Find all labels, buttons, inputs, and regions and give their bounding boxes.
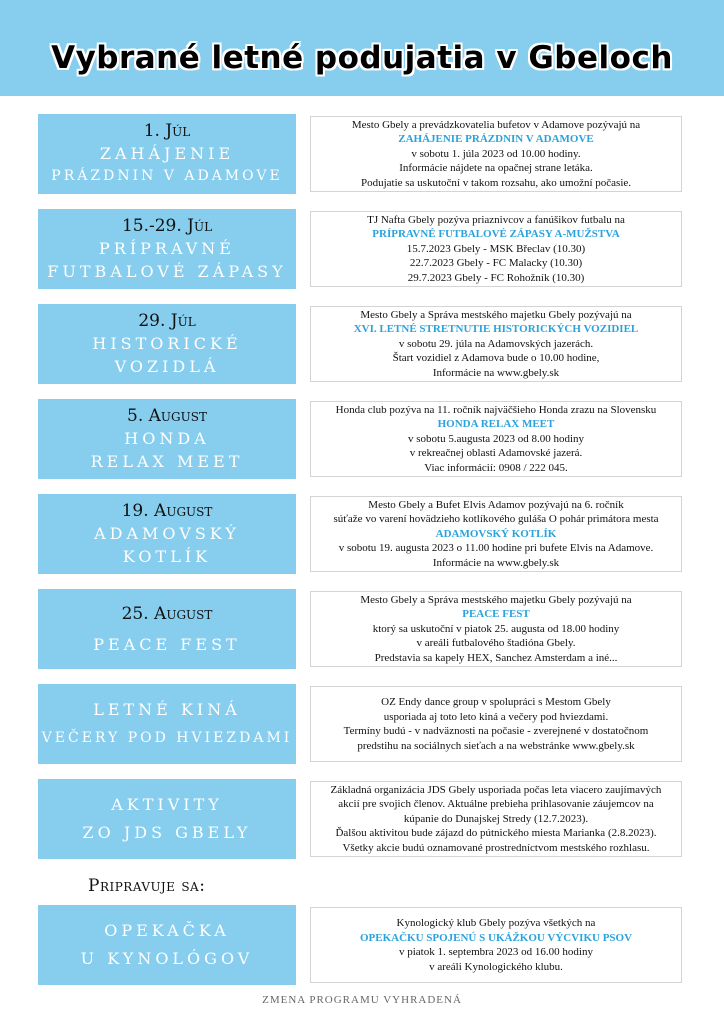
description-line: OZ Endy dance group v spolupráci s Mestom Gbely bbox=[381, 696, 611, 708]
upcoming-heading: Pripravuje sa: bbox=[88, 876, 206, 896]
description-line: Štart vozidiel z Adamova bude o 10.00 hodine, bbox=[392, 352, 600, 365]
event-label-box bbox=[38, 684, 296, 764]
event-label-box bbox=[38, 494, 296, 574]
event-title-line: ZO JDS GBELY bbox=[82, 823, 252, 842]
event-label-box bbox=[38, 209, 296, 289]
description-line: usporiada aj toto leto kiná a večery pod hviezdami. bbox=[383, 710, 609, 723]
event-title-line: HISTORICKÉ bbox=[92, 334, 242, 353]
event-row bbox=[38, 684, 684, 764]
description-line: Termíny budú - v nadväznosti na počasie - zverejnené v dostatočnom bbox=[343, 725, 649, 737]
description-line: v areáli Kynologického klubu. bbox=[429, 960, 563, 973]
event-row bbox=[38, 589, 684, 669]
event-title-line: OPEKAČKA bbox=[104, 921, 230, 940]
event-description bbox=[310, 686, 682, 762]
event-highlight: PRÍPRAVNÉ FUTBALOVÉ ZÁPASY A-MUŽSTVA bbox=[372, 228, 620, 241]
event-date: 1. Júl bbox=[143, 121, 191, 141]
event-description bbox=[310, 116, 682, 192]
event-title-line: U KYNOLÓGOV bbox=[80, 949, 254, 968]
description-line: v sobotu 1. júla 2023 od 10.00 hodiny. bbox=[411, 147, 581, 160]
event-title-line: LETNÉ KINÁ bbox=[93, 700, 241, 719]
description-line: ktorý sa uskutoční v piatok 25. augusta od 18.00 hodiny bbox=[372, 622, 620, 635]
event-title-line: AKTIVITY bbox=[111, 795, 223, 814]
description-line: 22.7.2023 Gbely - FC Malacky (10.30) bbox=[409, 257, 583, 270]
event-label-box bbox=[38, 779, 296, 859]
event-title-line: KOTLÍK bbox=[122, 547, 212, 566]
event-title-line: HONDA bbox=[124, 429, 210, 448]
description-line: v sobotu 29. júla na Adamovských jazerách. bbox=[398, 337, 594, 350]
event-row bbox=[38, 114, 684, 194]
page-title: Vybrané letné podujatia v Gbeloch bbox=[51, 40, 673, 76]
event-row bbox=[38, 779, 684, 859]
event-highlight: ZAHÁJENIE PRÁZDNIN V ADAMOVE bbox=[398, 133, 594, 146]
description-line: TJ Nafta Gbely pozýva priaznivcov a fanúšikov futbalu na bbox=[367, 213, 625, 226]
event-title-line: PRÁZDNIN V ADAMOVE bbox=[51, 168, 283, 184]
event-title-line: FUTBALOVÉ ZÁPASY bbox=[47, 262, 287, 281]
event-label-box bbox=[38, 399, 296, 479]
description-line: Ďalšou aktivitou bude zájazd do pútnického miesta Marianka (2.8.2023). bbox=[335, 827, 657, 840]
event-highlight: HONDA RELAX MEET bbox=[437, 418, 555, 431]
description-line: Mesto Gbely a Správa mestského majetku Gbely pozývajú na bbox=[360, 308, 632, 321]
event-title-line: VOZIDLÁ bbox=[114, 357, 220, 376]
event-highlight: ADAMOVSKÝ KOTLÍK bbox=[435, 527, 557, 540]
event-title-line: RELAX MEET bbox=[90, 452, 244, 471]
description-line: Informácie nájdete na opačnej strane letáka. bbox=[399, 162, 593, 175]
event-description bbox=[310, 211, 682, 287]
description-line: v sobotu 5.augusta 2023 od 8.00 hodiny bbox=[408, 432, 584, 445]
description-line: predstihu na sociálnych sieťach a na webstránke www.gbely.sk bbox=[357, 739, 635, 752]
event-row bbox=[38, 399, 684, 479]
event-description bbox=[310, 306, 682, 382]
description-line: Mesto Gbely a prevádzkovatelia bufetov v Adamove pozývajú na bbox=[351, 118, 641, 131]
event-date: 19. August bbox=[121, 501, 213, 521]
event-title-line: ZAHÁJENIE bbox=[99, 144, 235, 163]
description-line: v areáli futbalového štadióna Gbely. bbox=[416, 637, 576, 650]
event-highlight: XVI. LETNÉ STRETNUTIE HISTORICKÝCH VOZIDIEL bbox=[353, 323, 639, 336]
event-label-box bbox=[38, 114, 296, 194]
footer-note: ZMENA PROGRAMU VYHRADENÁ bbox=[262, 994, 462, 1006]
description-line: Podujatie sa uskutoční v takom rozsahu, ako umožní počasie. bbox=[360, 176, 632, 189]
description-line: Základná organizácia JDS Gbely usporiada počas leta viacero zaujímavých bbox=[330, 783, 662, 796]
event-label-box bbox=[38, 304, 296, 384]
event-row bbox=[38, 209, 684, 289]
description-line: Informácie na www.gbely.sk bbox=[432, 556, 560, 569]
description-line: Predstavia sa kapely HEX, Sanchez Amsterdam a iné... bbox=[374, 651, 618, 664]
event-description bbox=[310, 401, 682, 477]
event-highlight: PEACE FEST bbox=[462, 608, 530, 621]
event-label-box bbox=[38, 589, 296, 669]
event-title-line: ADAMOVSKÝ bbox=[94, 524, 240, 543]
upcoming-event-row bbox=[38, 905, 684, 985]
description-line: akcií pre svojich členov. Aktuálne prebieha prihlasovanie záujemcov na bbox=[338, 798, 654, 811]
description-line: 29.7.2023 Gbely - FC Rohožník (10.30) bbox=[407, 271, 585, 284]
description-line: 15.7.2023 Gbely - MSK Břeclav (10.30) bbox=[406, 242, 586, 255]
description-line: kúpanie do Dunajskej Stredy (12.7.2023). bbox=[403, 812, 589, 825]
description-line: Viac informácií: 0908 / 222 045. bbox=[424, 461, 568, 474]
event-date: 29. Júl bbox=[138, 311, 196, 331]
description-line: Honda club pozýva na 11. ročník najväčšieho Honda zrazu na Slovensku bbox=[335, 403, 657, 416]
description-line: Mesto Gbely a Správa mestského majetku Gbely pozývajú na bbox=[360, 593, 632, 606]
event-description bbox=[310, 496, 682, 572]
event-description bbox=[310, 591, 682, 667]
event-highlight: OPEKAČKU SPOJENÚ S UKÁŽKOU VÝCVIKU PSOV bbox=[359, 931, 633, 944]
event-date: 15.-29. Júl bbox=[121, 216, 213, 236]
event-date: 25. August bbox=[121, 603, 213, 624]
event-description bbox=[310, 781, 682, 857]
event-row bbox=[38, 494, 684, 574]
description-line: Mesto Gbely a Bufet Elvis Adamov pozývajú na 6. ročník bbox=[368, 498, 624, 511]
description-line: v piatok 1. septembra 2023 od 16.00 hodiny bbox=[398, 946, 593, 958]
description-line: Informácie na www.gbely.sk bbox=[432, 366, 560, 379]
description-line: Kynologický klub Gbely pozýva všetkých na bbox=[396, 917, 596, 929]
event-description bbox=[310, 907, 682, 983]
description-line: v rekreačnej oblasti Adamovské jazerá. bbox=[409, 447, 583, 460]
event-date: 5. August bbox=[127, 406, 207, 426]
event-label-box bbox=[38, 905, 296, 985]
description-line: súťaže vo varení hovädzieho kotlíkového guláša O pohár primátora mesta bbox=[333, 513, 659, 526]
description-line: Všetky akcie budú oznamované prostredníctvom mestského rozhlasu. bbox=[342, 841, 650, 854]
event-title-line: PEACE FEST bbox=[93, 634, 241, 654]
description-line: v sobotu 19. augusta 2023 o 11.00 hodine pri bufete Elvis na Adamove. bbox=[338, 542, 654, 555]
event-title-line: PRÍPRAVNÉ bbox=[99, 239, 235, 258]
event-title-line: VEČERY POD HVIEZDAMI bbox=[41, 730, 293, 746]
event-row bbox=[38, 304, 684, 384]
